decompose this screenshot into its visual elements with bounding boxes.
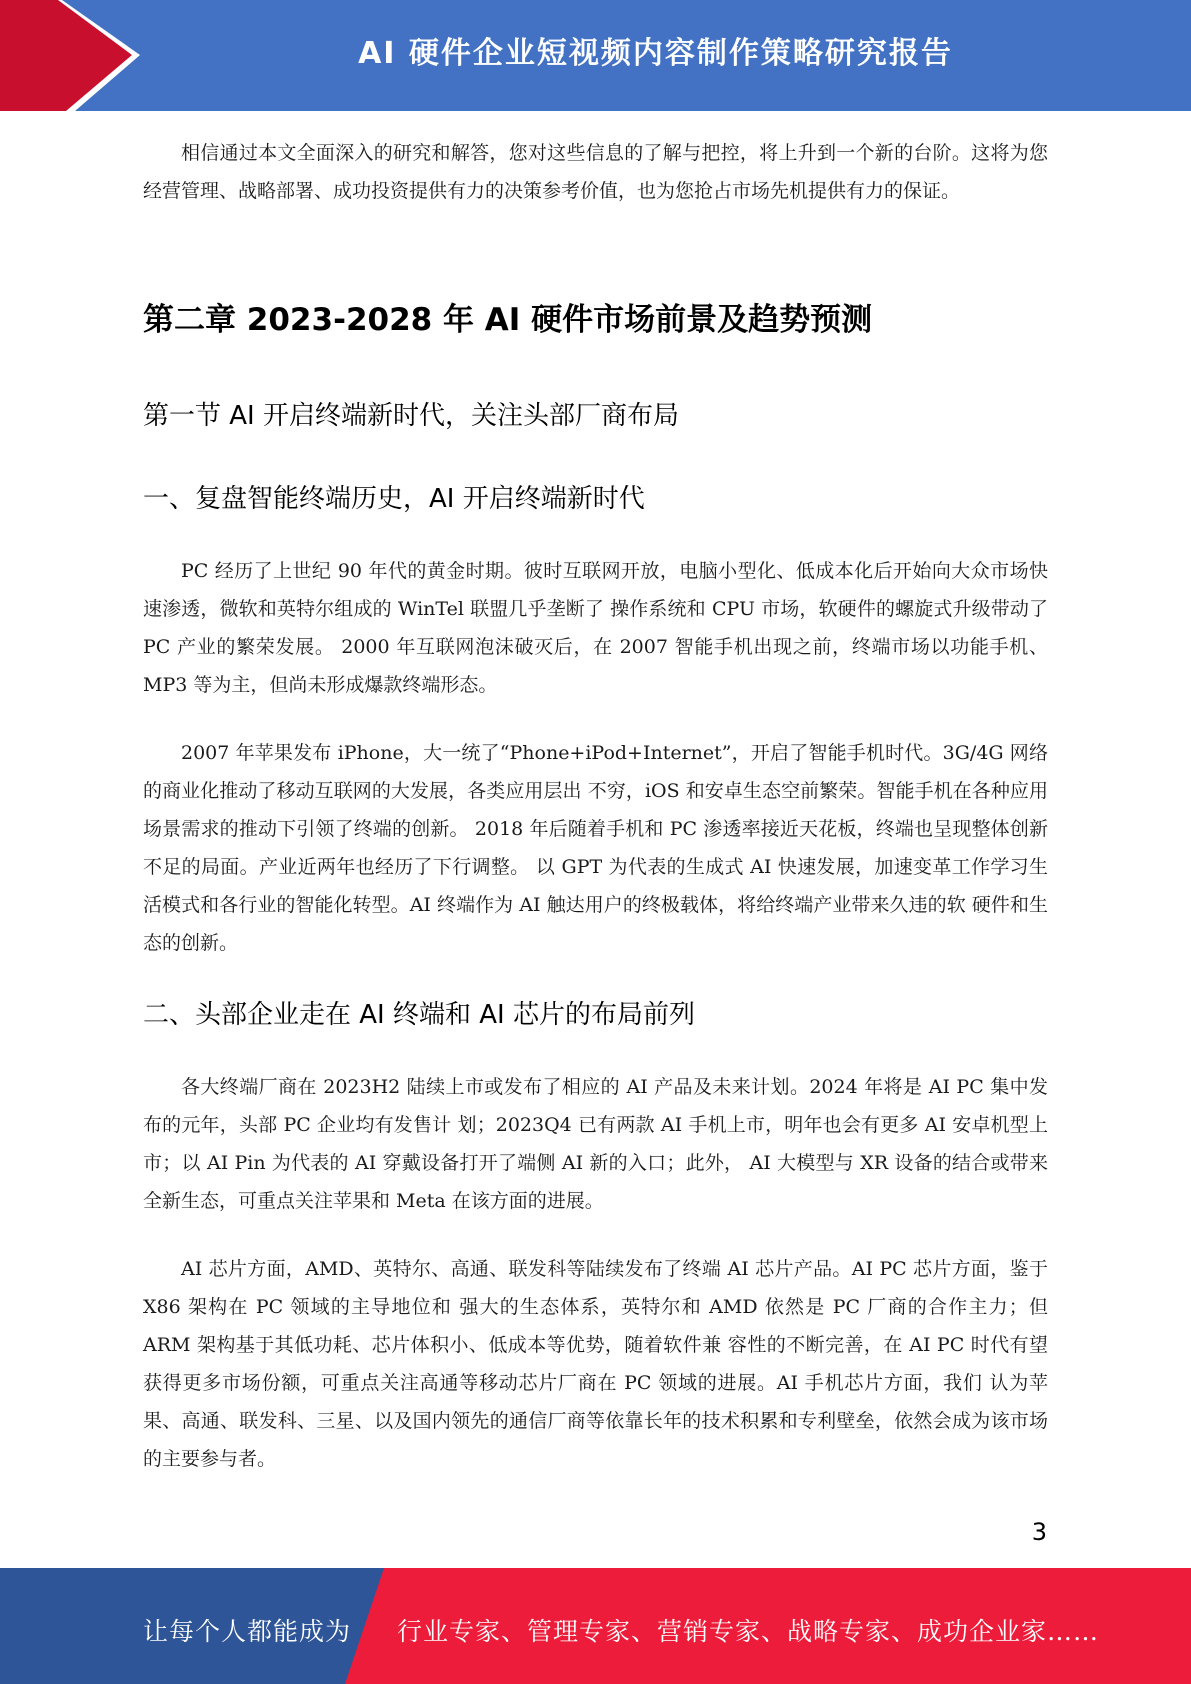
page-footer [0,1568,1191,1684]
subsection-title-2: 二、头部企业走在 AI 终端和 AI 芯片的布局前列 [143,1000,695,1030]
subsection-title-1: 一、复盘智能终端历史，AI 开启终端新时代 [143,484,645,514]
page-header [0,0,1191,111]
intro-paragraph: 相信通过本文全面深入的研究和解答，您对这些信息的了解与把控，将上升到一个新的台阶。这将为您经营管理、战略部署、成功投资提供有力的决策参考价值，也为您抢占市场先机提供有力的保证。 [143,142,1048,202]
footer-slogan-right: 行业专家、管理专家、营销专家、战略专家、成功企业家…… [397,1617,1100,1646]
page-number: 3 [1031,1518,1047,1546]
body-paragraph: AI 芯片方面，AMD、英特尔、高通、联发科等陆续发布了终端 AI 芯片产品。AI PC 芯片方面，鉴于 X86 架构在 PC 领域的主导地位和 强大的生态体系，英特尔和 AMD 依然是 PC 厂商的合作主力；但 ARM 架构基于其低功耗、芯片体积小、低成本等优势，随着软件兼 容性的不断完善，在 AI PC 时代有望获得更多市场份额，可重点关注高通等移动芯片厂商在 PC 领域的进展。AI 手机芯片方面，我们 认为苹果、高通、联发科、三星、以及国内领先的通信厂商等依靠长年的技术积累和专利壁垒，依然会成为该市场的主要参与者。 [143,1258,1048,1470]
chapter-title: 第二章 2023-2028 年 AI 硬件市场前景及趋势预测 [143,302,873,338]
body-paragraph: PC 经历了上世纪 90 年代的黄金时期。彼时互联网开放，电脑小型化、低成本化后开始向大众市场快速渗透，微软和英特尔组成的 WinTel 联盟几乎垄断了 操作系统和 CPU 市场，软硬件的螺旋式升级带动了 PC 产业的繁荣发展。 2000 年互联网泡沫破灭后，在 2007 智能手机出现之前，终端市场以功能手机、MP3 等为主，但尚未形成爆款终端形态。 [143,560,1048,696]
section-title: 第一节 AI 开启终端新时代，关注头部厂商布局 [143,401,679,431]
body-paragraph: 各大终端厂商在 2023H2 陆续上市或发布了相应的 AI 产品及未来计划。2024 年将是 AI PC 集中发布的元年，头部 PC 企业均有发售计 划；2023Q4 已有两款 AI 手机上市，明年也会有更多 AI 安卓机型上市；以 AI Pin 为代表的 AI 穿戴设备打开了端侧 AI 新的入口；此外， AI 大模型与 XR 设备的结合或带来全新生态，可重点关注苹果和 Meta 在该方面的进展。 [143,1076,1048,1212]
footer-slogan-left: 让每个人都能成为 [143,1617,352,1646]
body-paragraph: 2007 年苹果发布 iPhone，大一统了“Phone+iPod+Internet”，开启了智能手机时代。3G/4G 网络的商业化推动了移动互联网的大发展，各类应用层出 不穷，iOS 和安卓生态空前繁荣。智能手机在各种应用场景需求的推动下引领了终端的创新。 2018 年后随着手机和 PC 渗透率接近天花板，终端也呈现整体创新不足的局面。产业近两年也经历了下行调整。 以 GPT 为代表的生成式 AI 快速发展，加速变革工作学习生活模式和各行业的智能化转型。AI 终端作为 AI 触达用户的终极载体，将给终端产业带来久违的软 硬件和生态的创新。 [143,742,1048,954]
report-title: AI 硬件企业短视频内容制作策略研究报告 [358,36,953,71]
